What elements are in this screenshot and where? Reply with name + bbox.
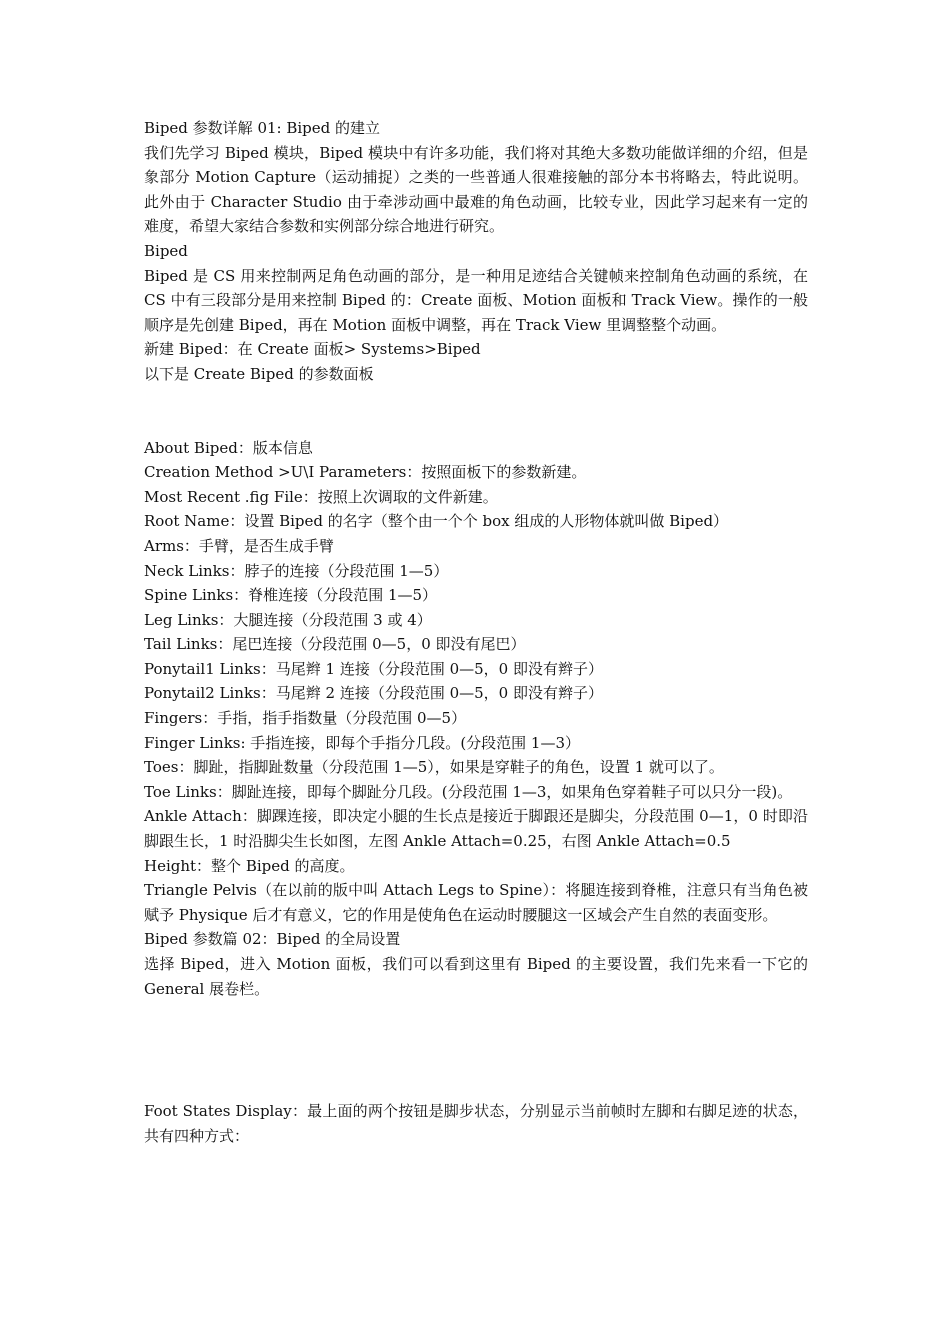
- document-page: [144, 116, 808, 1148]
- param-triangle-pelvis: Triangle Pelvis（在以前的版中叫 Attach Legs to Spine）：将腿连接到脊椎，注意只有当角色被赋予 Physique 后才有意义，它的作用是使角色在运动时腰腿这一区域会产生自然的表面变形。: [144, 881, 808, 924]
- param-most-recent-fig: Most Recent .fig File：按照上次调取的文件新建。: [144, 487, 498, 506]
- section1-intro: 我们先学习 Biped 模块，Biped 模块中有许多功能，我们将对其绝大多数功能做详细的介绍，但是象部分 Motion Capture（运动捕捉）之类的一些普通人很难接触的部分本书将略去，特此说明。此外由于 Character Studio 由于牵涉动画中最难的角色动画，比较专业，因此学习起来有一定的难度，希望大家结合参数和实例部分综合地进行研究。: [144, 143, 808, 236]
- param-tail-links: Tail Links：尾巴连接（分段范围 0—5，0 即没有尾巴）: [144, 635, 526, 654]
- section2-title: Biped 参数篇 02：Biped 的全局设置: [144, 930, 401, 949]
- foot-states-display: Foot States Display：最上面的两个按钮是脚步状态，分别显示当前帧时左脚和右脚足迹的状态，共有四种方式：: [144, 1102, 808, 1145]
- figure-gap-1: [144, 387, 808, 436]
- param-toes: Toes：脚趾，指脚趾数量（分段范围 1—5），如果是穿鞋子的角色，设置 1 就可以了。: [144, 758, 724, 777]
- section1-subheading: Biped: [144, 241, 188, 260]
- biped-description: Biped 是 CS 用来控制两足角色动画的部分，是一种用足迹结合关键帧来控制角色动画的系统，在 CS 中有三段部分是用来控制 Biped 的：Create 面板、Motion 面板和 Track View。操作的一般顺序是先创建 Biped，再在 Motion 面板中调整，再在 Track View 里调整整个动画。: [144, 266, 808, 334]
- param-ponytail1-links: Ponytail1 Links：马尾辫 1 连接（分段范围 0—5，0 即没有辫子）: [144, 659, 603, 678]
- param-arms: Arms：手臂，是否生成手臂: [144, 536, 334, 555]
- param-neck-links: Neck Links：脖子的连接（分段范围 1—5）: [144, 561, 449, 580]
- param-leg-links: Leg Links：大腿连接（分段范围 3 或 4）: [144, 610, 432, 629]
- param-spine-links: Spine Links：脊椎连接（分段范围 1—5）: [144, 586, 438, 605]
- panel-intro: 以下是 Create Biped 的参数面板: [144, 364, 374, 383]
- param-creation-method: Creation Method >U\I Parameters：按照面板下的参数新建。: [144, 463, 587, 482]
- param-root-name: Root Name：设置 Biped 的名字（整个由一个个 box 组成的人形物体就叫做 Biped）: [144, 512, 729, 531]
- param-finger-links: Finger Links: 手指连接，即每个手指分几段。(分段范围 1—3）: [144, 733, 581, 752]
- param-ankle-attach: Ankle Attach：脚踝连接，即决定小腿的生长点是接近于脚跟还是脚尖，分段范围 0—1，0 时即沿脚跟生长，1 时沿脚尖生长如图，左图 Ankle Attach=0.25，右图 Ankle Attach=0.5: [144, 807, 808, 851]
- param-about-biped: About Biped：版本信息: [144, 438, 313, 457]
- section1-title: Biped 参数详解 01: Biped 的建立: [144, 119, 381, 137]
- param-height: Height：整个 Biped 的高度。: [144, 856, 355, 875]
- create-path: 新建 Biped：在 Create 面板> Systems>Biped: [144, 340, 481, 359]
- param-toe-links: Toe Links：脚趾连接，即每个脚趾分几段。(分段范围 1—3，如果角色穿着鞋子可以只分一段)。: [144, 782, 793, 801]
- param-fingers: Fingers：手指，指手指数量（分段范围 0—5）: [144, 709, 467, 728]
- param-ponytail2-links: Ponytail2 Links：马尾辫 2 连接（分段范围 0—5，0 即没有辫子）: [144, 684, 603, 703]
- section2-intro: 选择 Biped，进入 Motion 面板，我们可以看到这里有 Biped 的主要设置，我们先来看一下它的 General 展卷栏。: [144, 955, 808, 998]
- figure-gap-2: [144, 1001, 808, 1099]
